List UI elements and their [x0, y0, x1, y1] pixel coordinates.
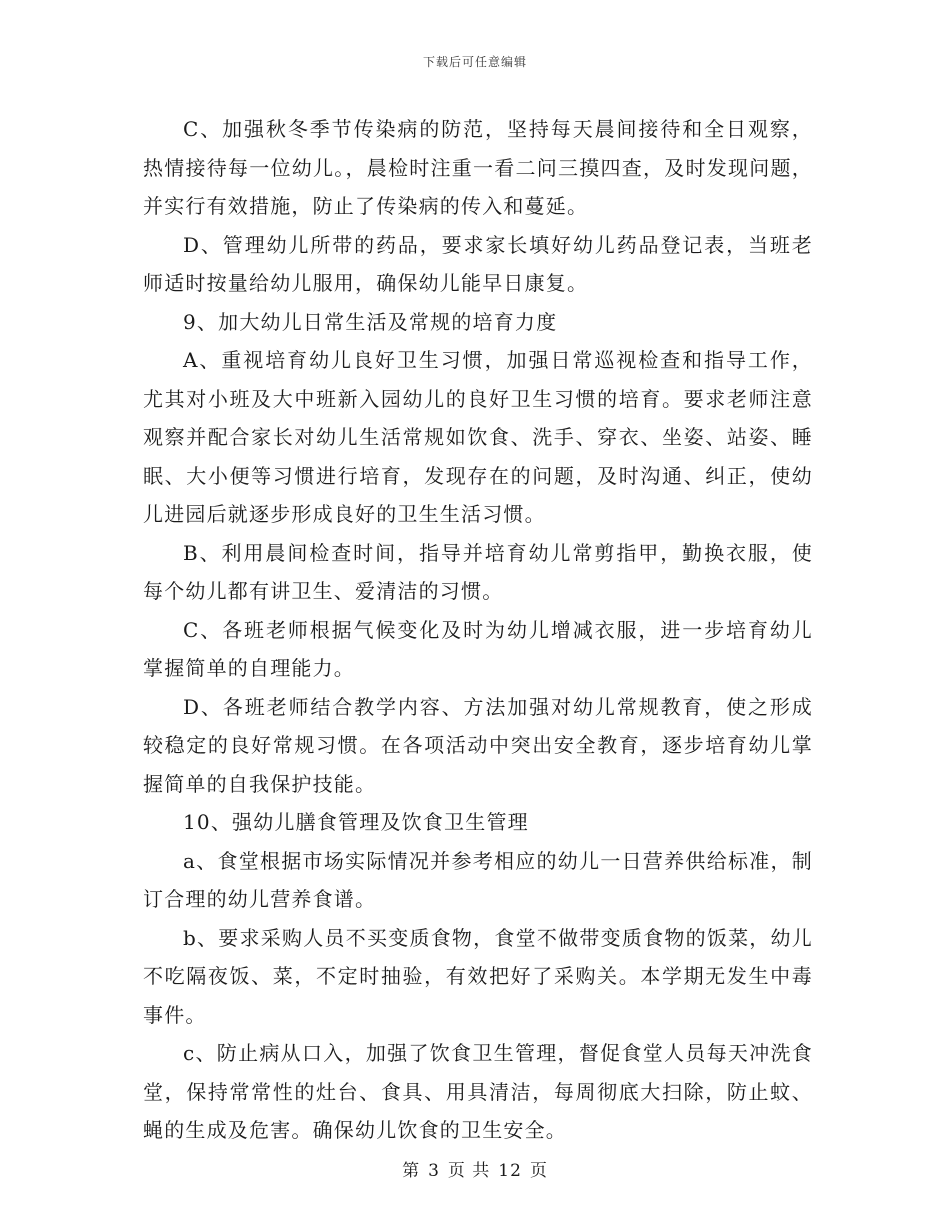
footer-total-pages: 12	[498, 1161, 522, 1181]
paragraph-c-autumn-winter: C、加强秋冬季节传染病的防范，坚持每天晨间接待和全日观察，热情接待每一位幼儿。，晨检时注重一看二问三摸四查，及时发现问题，并实行有效措施，防止了传染病的传入和蔓延。	[143, 117, 813, 218]
header-note: 下载后可任意编辑	[422, 55, 527, 69]
paragraph-c-food-hygiene: c、防止病从口入，加强了饮食卫生管理，督促食堂人员每天冲洗食堂，保持常常性的灶台、食具、用具清洁，每周彻底大扫除，防止蚊、蝇的生成及危害。确保幼儿饮食的卫生安全。	[143, 1041, 813, 1142]
paragraph-b-purchasing: b、要求采购人员不买变质食物，食堂不做带变质食物的饭菜，幼儿不吃隔夜饭、菜，不定时抽验，有效把好了采购关。本学期无发生中毒事件。	[143, 925, 813, 1027]
footer-suffix: 页	[529, 1161, 548, 1181]
paragraph-d-routine-education: D、各班老师结合教学内容、方法加强对幼儿常规教育，使之形成较稳定的良好常规习惯。在各项活动中突出安全教育，逐步培育幼儿掌握简单的自我保护技能。	[143, 694, 813, 796]
section-heading-9: 9、加大幼儿日常生活及常规的培育力度	[183, 309, 558, 334]
footer-prefix: 第	[402, 1161, 421, 1181]
paragraph-d-medicine: D、管理幼儿所带的药品，要求家长填好幼儿药品登记表，当班老师适时按量给幼儿服用，确保幼儿能早日康复。	[143, 232, 813, 295]
section-heading-10: 10、强幼儿膳食管理及饮食卫生管理	[183, 810, 529, 834]
page-footer	[0, 1156, 950, 1181]
body-content	[143, 110, 813, 1150]
paragraph-b-morning-check: B、利用晨间检查时间，指导并培育幼儿常剪指甲，勤换衣服，使每个幼儿都有讲卫生、爱清洁的习惯。	[143, 540, 813, 603]
footer-middle: 页 共	[447, 1161, 491, 1181]
paragraph-c-clothing: C、各班老师根据气候变化及时为幼儿增减衣服，进一步培育幼儿掌握简单的自理能力。	[143, 617, 813, 680]
paragraph-a-recipes: a、食堂根据市场实际情况并参考相应的幼儿一日营养供给标准，制订合理的幼儿营养食谱。	[143, 848, 813, 911]
footer-current-page: 3	[428, 1161, 440, 1181]
paragraph-a-hygiene-habits: A、重视培育幼儿良好卫生习惯，加强日常巡视检查和指导工作，尤其对小班及大中班新入园幼儿的良好卫生习惯的培育。要求老师注意观察并配合家长对幼儿生活常规如饮食、洗手、穿衣、坐姿、站姿、睡眠、大小便等习惯进行培育，发现存在的问题，及时沟通、纠正，使幼儿进园后就逐步形成良好的卫生生活习惯。	[143, 348, 813, 526]
